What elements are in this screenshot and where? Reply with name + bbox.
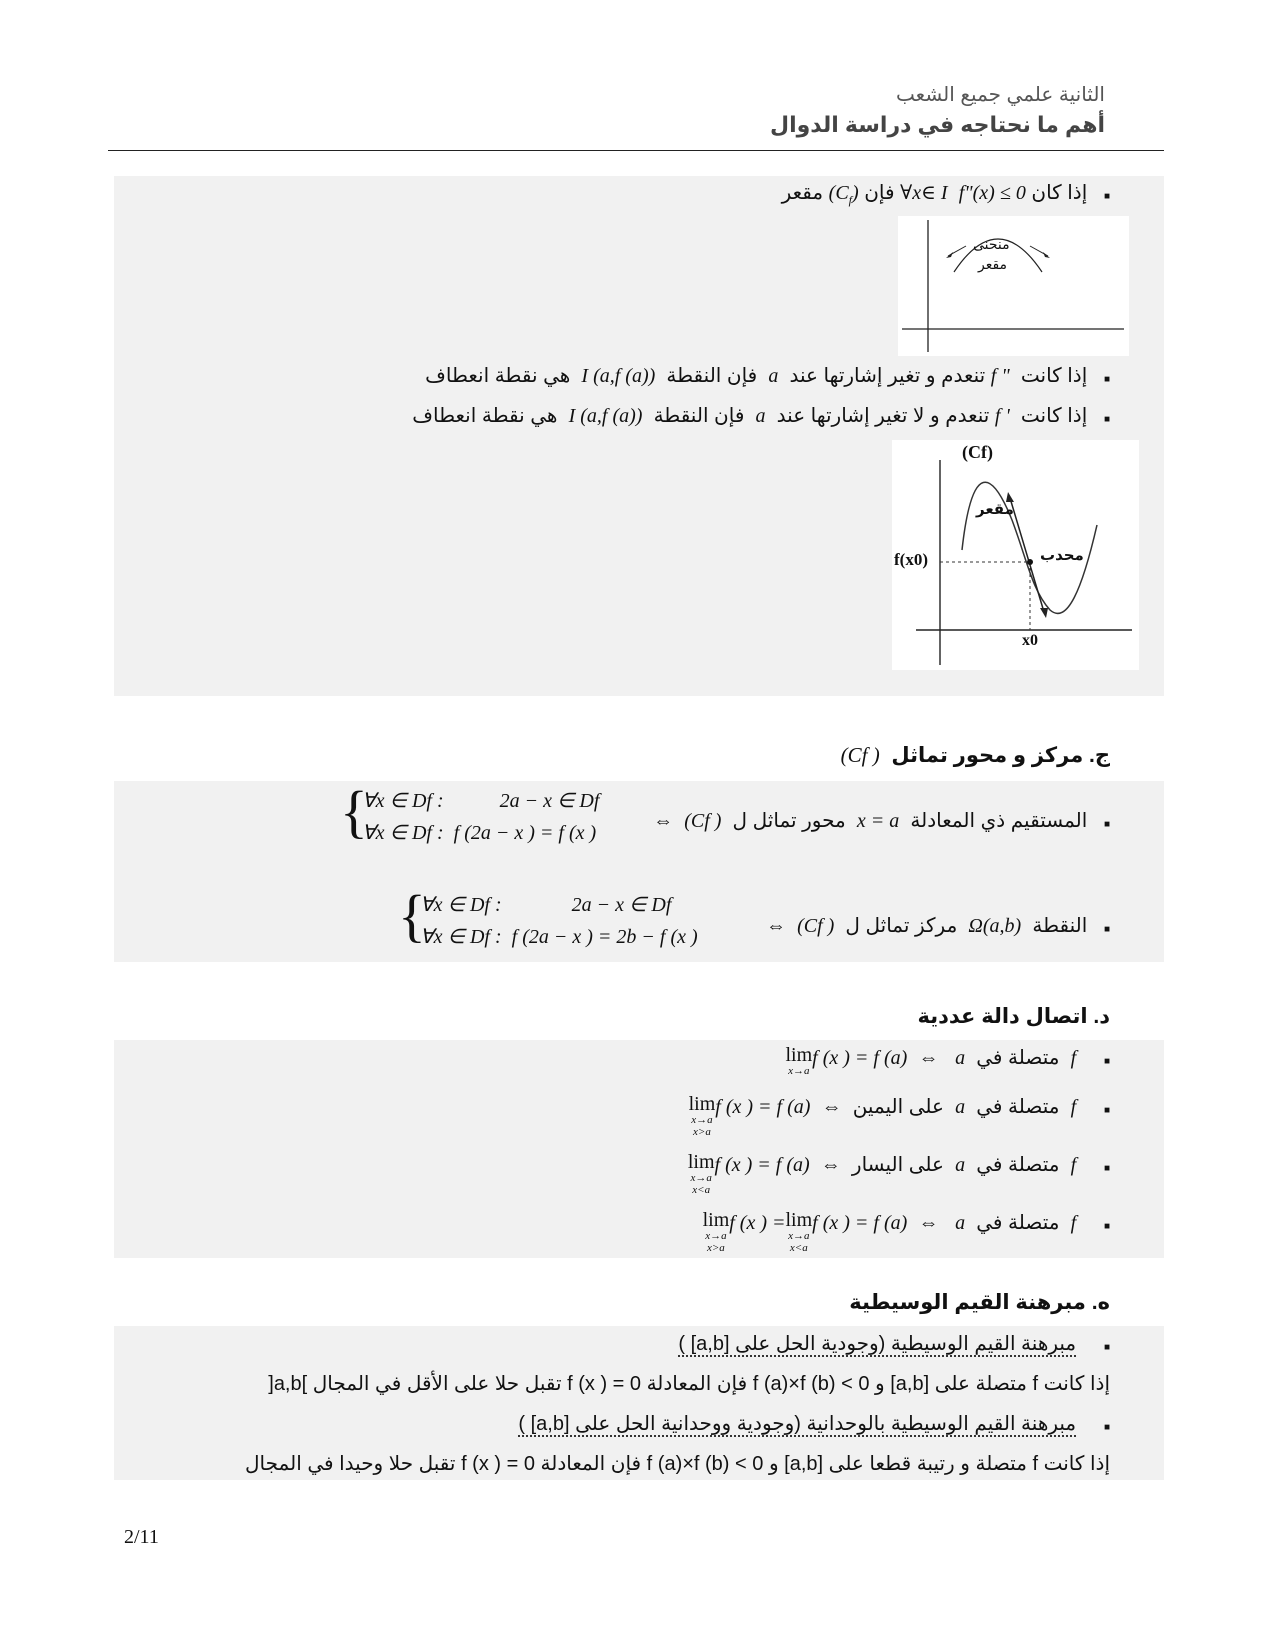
cont4-sub3: x→a: [788, 1230, 810, 1242]
inflection2-a: a: [755, 405, 766, 427]
symmetry-heading-curve: (Cf ): [840, 743, 880, 767]
concave-forall: ∀x∈ I: [900, 182, 948, 204]
bullet-icon: ■: [1103, 1422, 1110, 1433]
inflection1-fn: f ": [990, 365, 1010, 387]
bullet-icon: ■: [1103, 374, 1110, 385]
concave-curve-svg: [898, 216, 1129, 356]
bullet-icon: ■: [1103, 414, 1110, 425]
axis-text-a: المستقيم ذي المعادلة: [910, 810, 1088, 832]
center-iff: ⇔: [765, 915, 786, 937]
cont3-expr: f (x ) = f (a): [714, 1154, 810, 1176]
inflection2-fn: f ': [994, 405, 1010, 427]
center-text-b: مركز تماثل ل: [845, 915, 958, 937]
inflection2-point: I (a,f (a)): [568, 405, 643, 427]
inflection-svg: [892, 440, 1139, 670]
ivt-theorem-2-text: إذا كانت f متصلة و رتيبة قطعا على [a,b] و f (a)×f (b) < 0 فإن المعادلة f (x ) = 0 تقبل حلا وحيدا في المجال: [245, 1453, 1110, 1475]
cont4-lim: lim: [702, 1209, 730, 1231]
continuity-row-3: [688, 1152, 1110, 1196]
cont4-lim2: lim: [785, 1209, 813, 1231]
brace-icon: {: [398, 883, 426, 948]
fig2-fx0-label: f(x0): [894, 550, 928, 569]
brace-icon: {: [340, 779, 368, 844]
continuity-heading: د. اتصال دالة عددية: [917, 1005, 1110, 1028]
cont1-lim: lim: [785, 1044, 813, 1066]
inflection2-middle: تنعدم و لا تغير إشارتها عند: [776, 405, 990, 427]
page-number: 2/11: [124, 1526, 159, 1548]
inflection1-middle: تنعدم و تغير إشارتها عند: [789, 365, 986, 387]
inflection2-then: فإن النقطة: [653, 405, 745, 427]
cont4-sub2: x>a: [707, 1242, 725, 1254]
axis-row2-right: f (2a − x ) = f (x ): [453, 822, 597, 844]
header-subtitle: الثانية علمي جميع الشعب: [896, 84, 1105, 106]
symmetry-axis-rule: [653, 808, 1110, 833]
ivt-heading: ه. مبرهنة القيم الوسيطية: [849, 1291, 1110, 1314]
inflection1-point: I (a,f (a)): [581, 365, 656, 387]
ivt-theorem-2-title-row: [518, 1411, 1110, 1436]
concave-curve-figure: [898, 216, 1129, 356]
cont3-text: متصلة في: [976, 1154, 1060, 1176]
inflection1-prefix: إذا كانت: [1020, 365, 1088, 387]
axis-system: [340, 779, 600, 849]
inflection-rule-2: [412, 403, 1110, 428]
concave-rule: [782, 180, 1110, 208]
cont2-formula: [688, 1093, 811, 1138]
fig2-x0-label: x0: [1022, 632, 1038, 649]
continuity-row-2: [689, 1094, 1110, 1138]
center-row1-left: ∀x ∈ Df :: [420, 894, 502, 916]
cont3-lim: lim: [687, 1151, 715, 1173]
bullet-icon: ■: [1103, 1163, 1110, 1174]
center-row2-right: f (2a − x ) = 2b − f (x ): [511, 926, 698, 948]
cont4-a: a: [955, 1212, 966, 1234]
cont1-text: متصلة في: [976, 1047, 1060, 1069]
inflection2-result: هي نقطة انعطاف: [412, 405, 558, 427]
cont2-sub1: x→a: [691, 1114, 713, 1126]
inflection-figure: [892, 440, 1139, 670]
cont2-text: متصلة في: [976, 1096, 1060, 1118]
cont2-a: a: [955, 1096, 966, 1118]
cont2-side: على اليمين: [852, 1096, 944, 1118]
ivt-theorem-1-title-row: [678, 1331, 1110, 1356]
inflection1-result: هي نقطة انعطاف: [425, 365, 571, 387]
cont3-fn: f: [1070, 1154, 1077, 1176]
curve-symbol: $(C_f)$: [828, 182, 859, 207]
cont4-iff: ⇔: [918, 1212, 939, 1234]
ivt-theorem-1-text: إذا كانت f متصلة على [a,b] و f (a)×f (b) < 0 فإن المعادلة f (x ) = 0 تقبل حلا على الأقل في المجال ]a,b[: [268, 1373, 1110, 1395]
cont1-a: a: [955, 1047, 966, 1069]
cont3-a: a: [955, 1154, 966, 1176]
bullet-icon: ■: [1103, 191, 1110, 202]
concave-if: إذا كان: [1031, 182, 1088, 204]
header-title: أهم ما نحتاجه في دراسة الدوال: [770, 112, 1105, 137]
cont2-lim: lim: [688, 1093, 716, 1115]
inflection1-a: a: [768, 365, 779, 387]
cont2-sub2: x>a: [693, 1126, 711, 1138]
cont4-sub1: x→a: [705, 1230, 727, 1242]
symmetry-heading: [841, 743, 1110, 768]
cont4-mid: f (x ) =: [729, 1212, 786, 1234]
center-text-a: النقطة: [1032, 915, 1088, 937]
continuity-row-4: [703, 1210, 1110, 1254]
axis-row1-left: ∀x ∈ Df :: [362, 790, 444, 812]
bullet-icon: ■: [1103, 1056, 1110, 1067]
center-row2-left: ∀x ∈ Df :: [420, 926, 502, 948]
bullet-icon: ■: [1103, 1105, 1110, 1116]
bullet-icon: ■: [1103, 819, 1110, 830]
cont2-iff: ⇔: [821, 1096, 842, 1118]
axis-row2-left: ∀x ∈ Df :: [362, 822, 444, 844]
cont1-sub1: x→a: [788, 1065, 810, 1077]
cont4-fn: f: [1070, 1212, 1077, 1234]
cont4-expr: f (x ) = f (a): [812, 1212, 908, 1234]
axis-row1-right: 2a − x ∈ Df: [499, 790, 600, 812]
fig2-cf-label: (Cf): [962, 442, 993, 462]
center-point: Ω(a,b): [968, 915, 1022, 937]
axis-curve: (Cf ): [684, 810, 722, 832]
fig1-label-concave: مقعر: [978, 256, 1008, 272]
cont4-text: متصلة في: [976, 1212, 1060, 1234]
ivt-theorem-1-title: مبرهنة القيم الوسيطية (وجودية الحل على [a,b] ): [678, 1333, 1077, 1355]
bullet-icon: ■: [1103, 1221, 1110, 1232]
inflection2-prefix: إذا كانت: [1020, 405, 1088, 427]
fig2-concave-label: مقعر: [976, 501, 1014, 518]
axis-text-b: محور تماثل ل: [732, 810, 846, 832]
concave-result: مقعر: [781, 182, 824, 204]
cont4-sub4: x<a: [789, 1242, 808, 1254]
cont1-fn: f: [1070, 1047, 1077, 1069]
bullet-icon: ■: [1103, 924, 1110, 935]
center-curve: (Cf ): [797, 915, 835, 937]
fig2-convex-label: محدب: [1040, 547, 1084, 564]
cont1-formula: [785, 1044, 908, 1077]
cont3-side: على اليسار: [851, 1154, 944, 1176]
cont3-formula: [687, 1151, 810, 1196]
cont3-sub1: x→a: [690, 1172, 712, 1184]
axis-eq: x = a: [856, 810, 900, 832]
cont3-iff: ⇔: [820, 1154, 841, 1176]
bullet-icon: ■: [1103, 1342, 1110, 1353]
cont1-expr: f (x ) = f (a): [812, 1047, 908, 1069]
center-system: [398, 883, 698, 953]
cont4-formula: [702, 1209, 908, 1254]
axis-iff: ⇔: [653, 810, 674, 832]
inflection-rule-1: [425, 363, 1110, 388]
fig1-label-curve: منحنى: [973, 236, 1010, 252]
cont3-sub2: x<a: [692, 1184, 711, 1196]
cont1-iff: ⇔: [918, 1047, 939, 1069]
concave-then: فإن: [864, 182, 895, 204]
concave-condition: f"(x) ≤ 0: [958, 182, 1026, 204]
cont2-expr: f (x ) = f (a): [715, 1096, 811, 1118]
symmetry-heading-text: ج. مركز و محور تماثل: [891, 744, 1110, 767]
ivt-theorem-2-title: مبرهنة القيم الوسيطية بالوحدانية (وجودية ووحدانية الحل على [a,b] ): [518, 1413, 1077, 1435]
symmetry-center-rule: [766, 913, 1110, 938]
continuity-row-1: [786, 1045, 1111, 1077]
inflection1-then: فإن النقطة: [666, 365, 758, 387]
header-rule: [108, 150, 1164, 151]
center-row1-right: 2a − x ∈ Df: [571, 894, 672, 916]
cont2-fn: f: [1070, 1096, 1077, 1118]
